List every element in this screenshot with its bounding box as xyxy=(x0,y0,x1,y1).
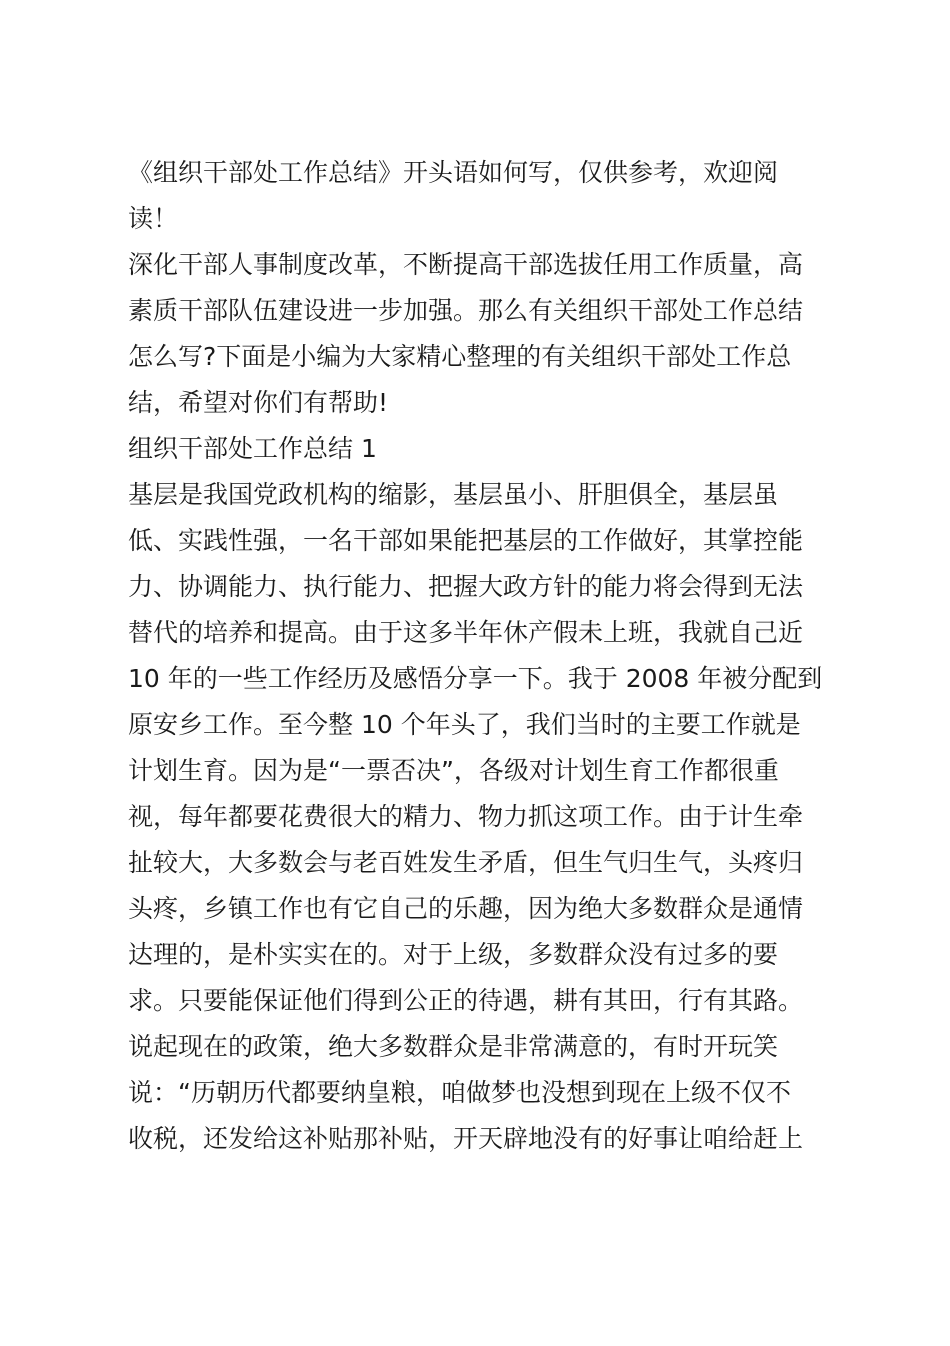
summary-line-1: 深化干部人事制度改革，不断提高干部选拔任用工作质量，高 xyxy=(128,250,804,279)
body-line-3: 力、协调能力、执行能力、把握大政方针的能力将会得到无法 xyxy=(128,572,804,601)
body-line-10: 头疼，乡镇工作也有它自己的乐趣，因为绝大多数群众是通情 xyxy=(128,894,804,923)
body-line-1: 基层是我国党政机构的缩影，基层虽小、肝胆俱全，基层虽 xyxy=(128,480,779,509)
section-heading: 组织干部处工作总结 1 xyxy=(128,434,377,463)
body-line-6: 原安乡工作。至今整 10 个年头了，我们当时的主要工作就是 xyxy=(128,710,801,739)
body-line-5: 10 年的一些工作经历及感悟分享一下。我于 2008 年被分配到 xyxy=(128,664,823,693)
body-line-7: 计划生育。因为是“一票否决”，各级对计划生育工作都很重 xyxy=(128,756,779,785)
body-line-8: 视，每年都要花费很大的精力、物力抓这项工作。由于计生牵 xyxy=(128,802,804,831)
body-line-2: 低、实践性强，一名干部如果能把基层的工作做好，其掌控能 xyxy=(128,526,804,555)
body-line-12: 求。只要能保证他们得到公正的待遇，耕有其田，行有其路。 xyxy=(128,986,804,1015)
body-line-13: 说起现在的政策，绝大多数群众是非常满意的，有时开玩笑 xyxy=(128,1032,779,1061)
document-body xyxy=(128,150,848,1162)
intro-line-1: 《组织干部处工作总结》开头语如何写，仅供参考，欢迎阅 xyxy=(128,158,779,187)
intro-line-2: 读！ xyxy=(128,204,179,233)
body-line-14: 说：“历朝历代都要纳皇粮，咱做梦也没想到现在上级不仅不 xyxy=(128,1078,791,1107)
body-line-15: 收税，还发给这补贴那补贴，开天辟地没有的好事让咱给赶上 xyxy=(128,1124,804,1153)
body-line-4: 替代的培养和提高。由于这多半年休产假未上班，我就自己近 xyxy=(128,618,804,647)
body-line-9: 扯较大，大多数会与老百姓发生矛盾，但生气归生气，头疼归 xyxy=(128,848,804,877)
body-line-11: 达理的，是朴实实在的。对于上级，多数群众没有过多的要 xyxy=(128,940,779,969)
summary-line-2: 素质干部队伍建设进一步加强。那么有关组织干部处工作总结 xyxy=(128,296,804,325)
summary-line-4: 结，希望对你们有帮助! xyxy=(128,388,389,417)
summary-line-3: 怎么写?下面是小编为大家精心整理的有关组织干部处工作总 xyxy=(128,342,792,371)
